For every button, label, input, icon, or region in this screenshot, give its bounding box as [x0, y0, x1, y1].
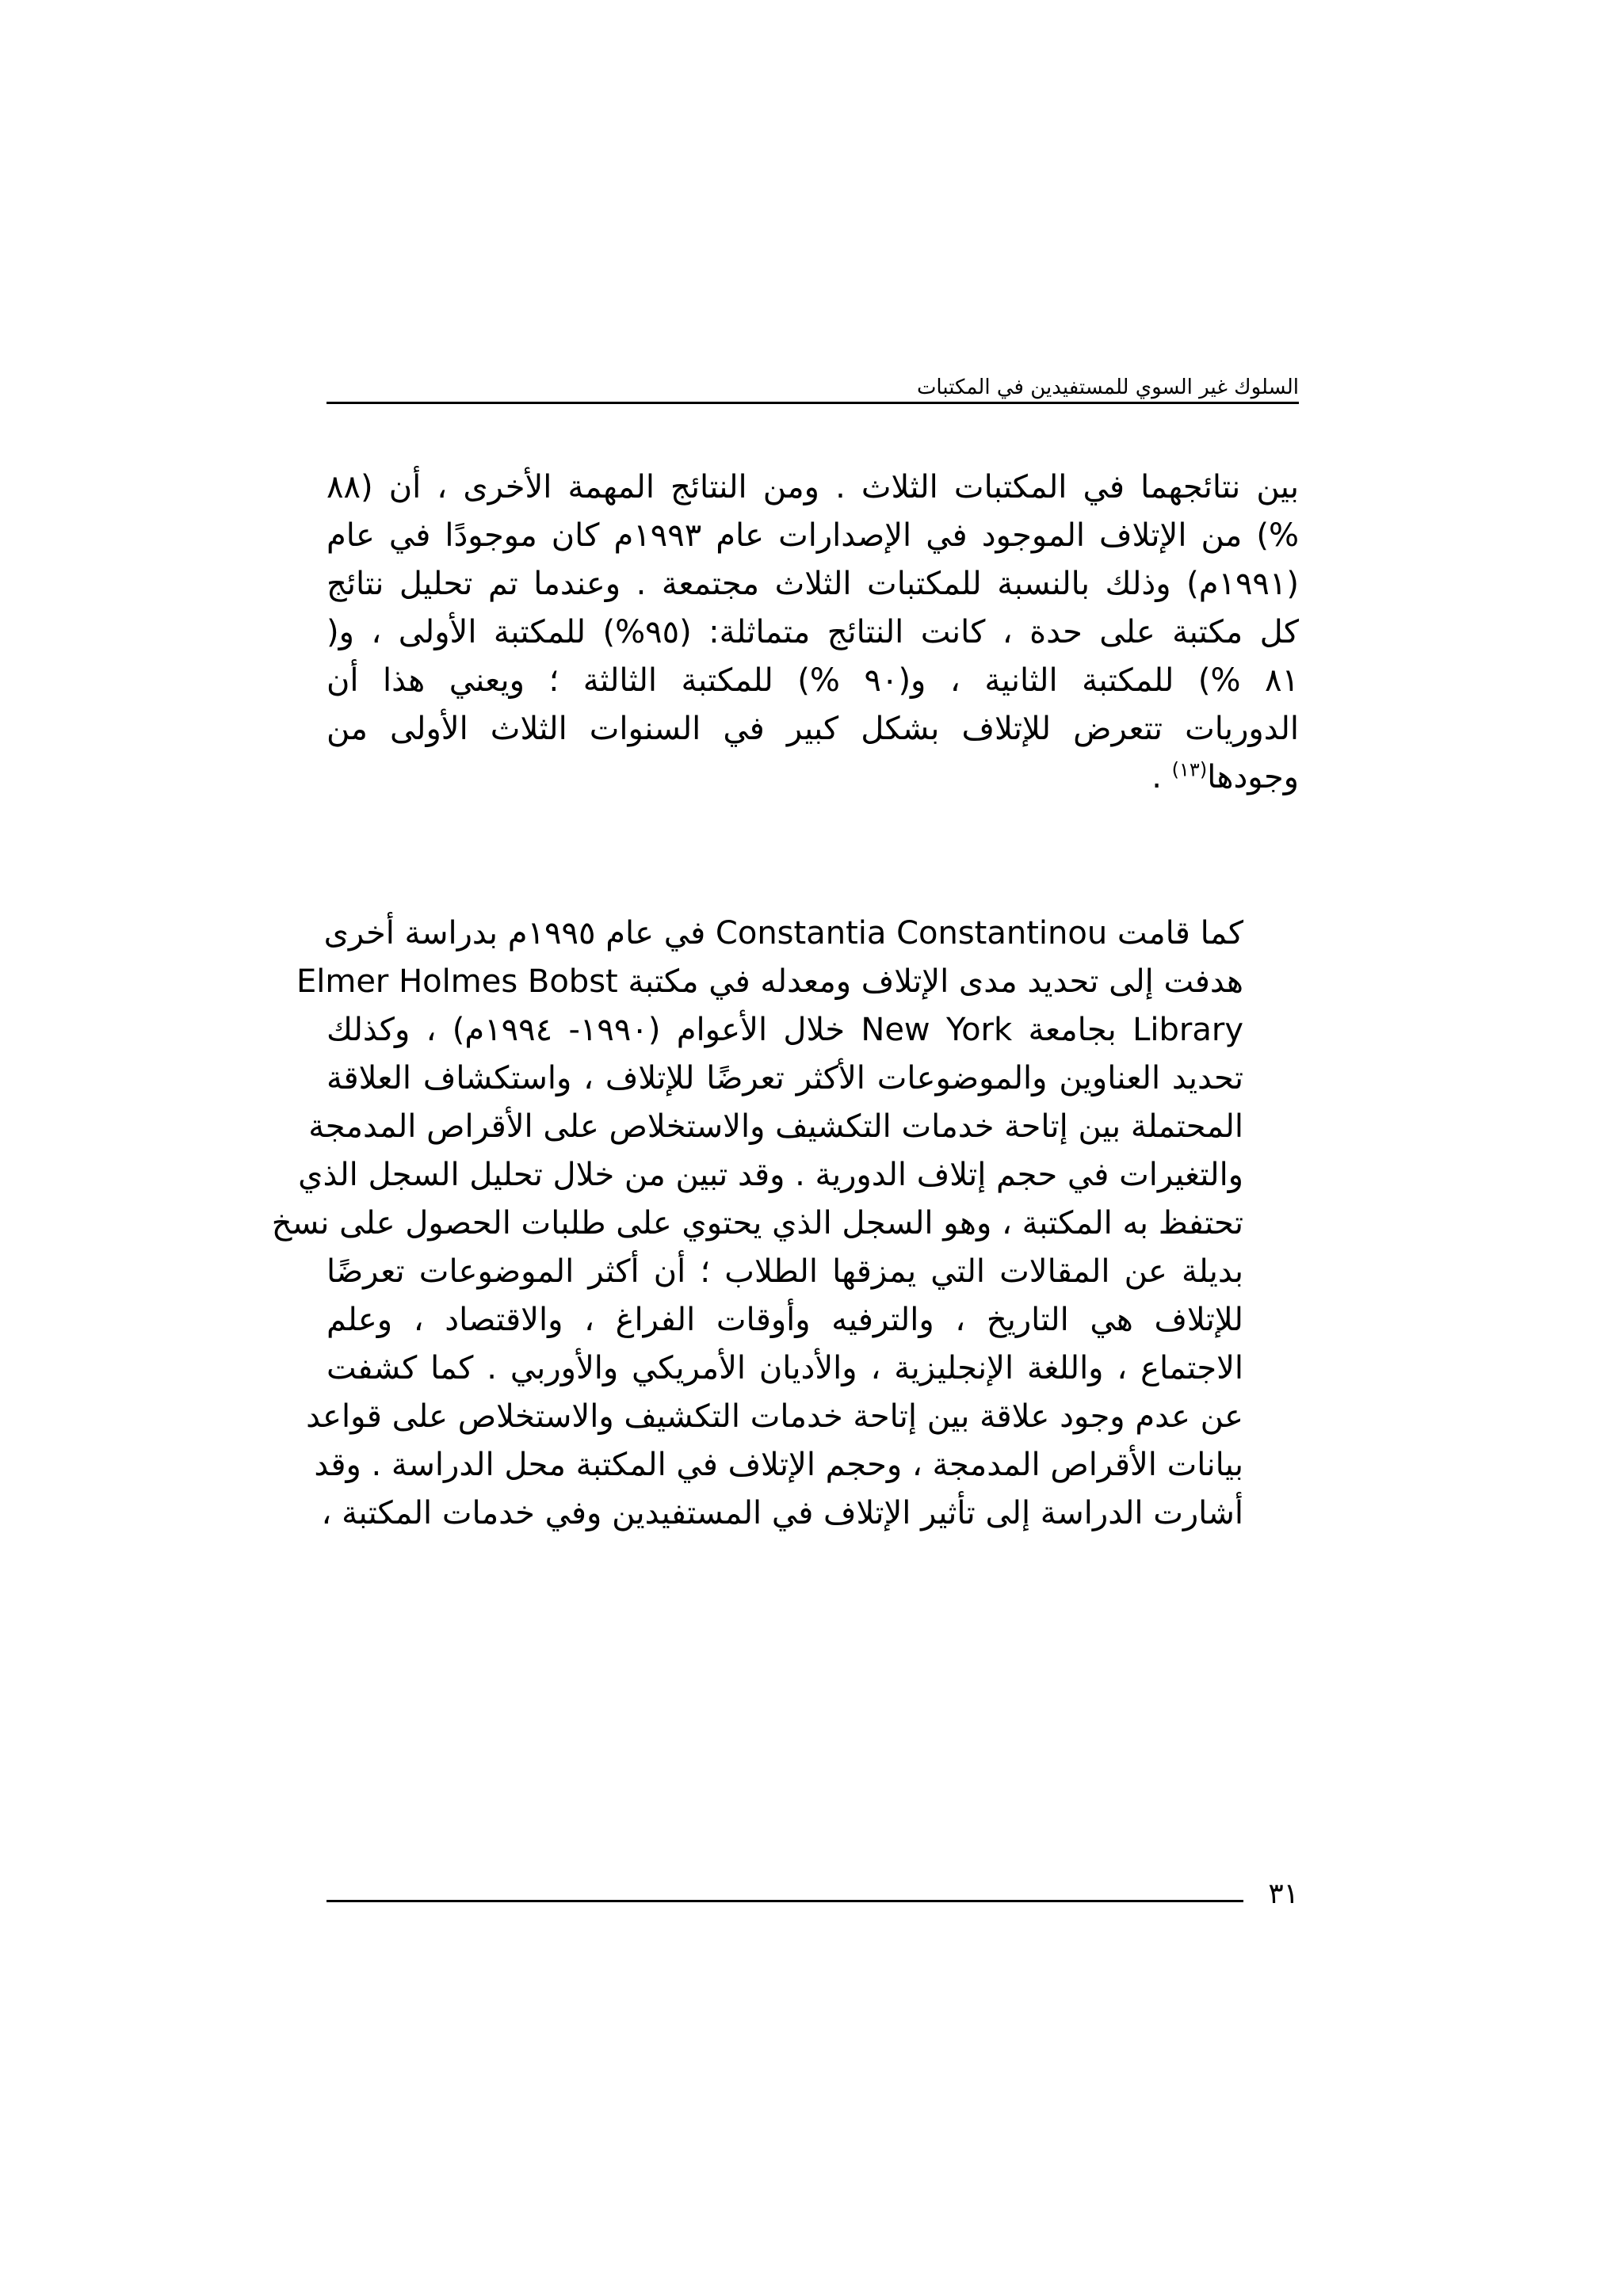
header-rule	[327, 402, 1299, 404]
text-line: Library بجامعة New York خلال الأعوام (١٩٩٠- ١٩٩٤م) ، وكذلك	[327, 1012, 1243, 1048]
text-line: (١٩٩١م) وذلك بالنسبة للمكتبات الثلاث مجتمعة . وعندما تم تحليل نتائج	[327, 566, 1299, 602]
page-footer	[327, 1878, 1299, 1917]
text-line: ٨١ %) للمكتبة الثانية ، و(٩٠ %) للمكتبة الثالثة ؛ ويعني هذا أن	[327, 662, 1299, 699]
text-line: للإتلاف هي التاريخ ، والترفيه وأوقات الفراغ ، والاقتصاد ، وعلم	[327, 1302, 1243, 1338]
footer-rule	[327, 1900, 1243, 1902]
text-line: بيانات الأقراص المدمجة ، وحجم الإتلاف في المكتبة محل الدراسة . وقد	[314, 1447, 1243, 1483]
text-line: أشارت الدراسة إلى تأثير الإتلاف في المستفيدين وفي خدمات المكتبة ،	[321, 1495, 1243, 1531]
page-number: ٣١	[1268, 1878, 1299, 1910]
text-line: المحتملة بين إتاحة خدمات التكشيف والاستخلاص على الأقراص المدمجة	[308, 1108, 1243, 1145]
text-line: بديلة عن المقالات التي يمزقها الطلاب ؛ أن أكثر الموضوعات تعرضًا	[327, 1253, 1243, 1290]
text-line: الاجتماع ، واللغة الإنجليزية ، والأديان الأمريكي والأوربي . كما كشفت	[327, 1350, 1243, 1386]
running-header	[327, 372, 1299, 404]
text-line: هدفت إلى تحديد مدى الإتلاف ومعدله في مكتبة Elmer Holmes Bobst	[296, 963, 1243, 1000]
paragraph-1	[327, 463, 1299, 802]
text-line: كما قامت Constantia Constantinou في عام ١٩٩٥م بدراسة أخرى	[323, 915, 1243, 952]
text-line: عن عدم وجود علاقة بين إتاحة خدمات التكشيف والاستخلاص على قواعد	[306, 1398, 1243, 1435]
text-line: كل مكتبة على حدة ، كانت النتائج متماثلة: (٩٥%) للمكتبة الأولى ، و(	[327, 614, 1299, 650]
paragraph-2	[271, 910, 1299, 1538]
text-line: بين نتائجهما في المكتبات الثلاث . ومن النتائج المهمة الأخرى ، أن (٨٨	[327, 469, 1299, 505]
last-line-end: .	[1151, 759, 1172, 795]
last-line-text: وجودها	[1207, 759, 1299, 795]
footnote-reference: (١٣)	[1171, 758, 1208, 781]
text-line-last	[327, 753, 1299, 802]
text-line: %) من الإتلاف الموجود في الإصدارات عام ١٩٩٣م كان موجودًا في عام	[327, 517, 1300, 554]
text-line: الدوريات تتعرض للإتلاف بشكل كبير في السنوات الثلاث الأولى من	[327, 711, 1299, 747]
text-line: تحتفظ به المكتبة ، وهو السجل الذي يحتوي على طلبات الحصول على نسخ	[271, 1205, 1243, 1241]
running-title: السلوك غير السوي للمستفيدين في المكتبات	[914, 376, 1299, 399]
text-line: تحديد العناوين والموضوعات الأكثر تعرضًا للإتلاف ، واستكشاف العلاقة	[327, 1060, 1243, 1097]
text-line: والتغيرات في حجم إتلاف الدورية . وقد تبين من خلال تحليل السجل الذي	[298, 1157, 1243, 1193]
